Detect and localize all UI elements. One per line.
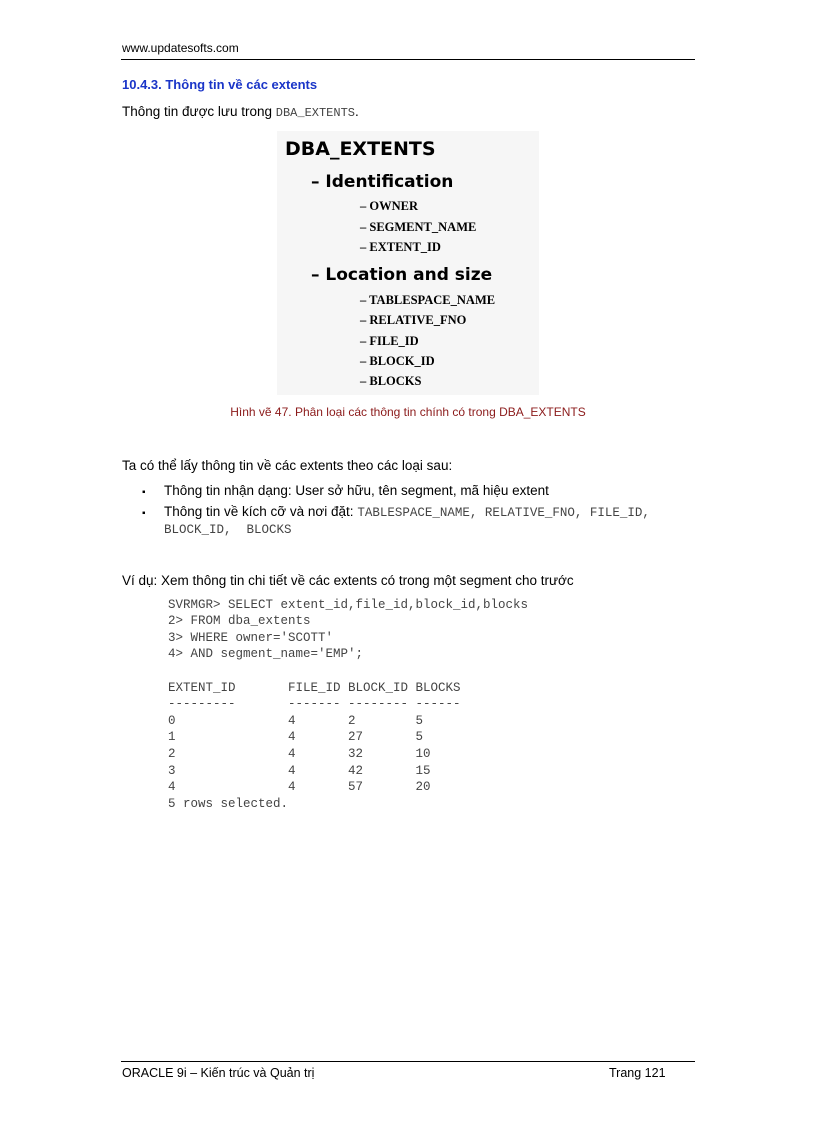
- result-row: 1 4 27 5: [168, 730, 424, 744]
- bullet-code: TABLESPACE_NAME, RELATIVE_FNO, FILE_ID,: [357, 506, 650, 520]
- result-footer: 5 rows selected.: [168, 797, 289, 811]
- figure-item: – TABLESPACE_NAME: [360, 293, 496, 307]
- figure-item: – OWNER: [360, 199, 418, 213]
- footer-book-title: ORACLE 9i – Kiến trúc và Quản trị: [122, 1066, 315, 1080]
- intro-text: Thông tin được lưu trong: [122, 104, 276, 119]
- intro-code: DBA_EXTENTS: [275, 106, 355, 120]
- footer-page-number: Trang 121: [609, 1066, 666, 1080]
- intro-line: [122, 104, 359, 120]
- figure-caption: Hình vẽ 47. Phân loại các thông tin chính có trong DBA_EXTENTS: [230, 405, 586, 419]
- figure-title: DBA_EXTENTS: [285, 138, 436, 160]
- result-row: 0 4 2 5: [168, 714, 424, 728]
- figure-item: – RELATIVE_FNO: [360, 313, 467, 327]
- bullet-item: [164, 504, 650, 520]
- section-title: 10.4.3. Thông tin về các extents: [122, 77, 318, 92]
- result-row: 3 4 42 15: [168, 764, 431, 778]
- figure-group-identification: – Identification: [311, 172, 454, 192]
- figure-group-location: – Location and size: [311, 265, 493, 285]
- bullet-marker: ▪: [142, 487, 146, 498]
- bullet-item: Thông tin nhận dạng: User sở hữu, tên segment, mã hiệu extent: [164, 483, 549, 498]
- example-label: Ví dụ: Xem thông tin chi tiết về các extents có trong một segment cho trước: [122, 573, 574, 588]
- intro-end: .: [354, 104, 359, 119]
- figure-item: – EXTENT_ID: [360, 240, 441, 254]
- dba-extents-figure: [277, 131, 539, 395]
- result-row: 2 4 32 10: [168, 747, 431, 761]
- figure-item: – BLOCKS: [360, 374, 422, 388]
- footer-rule: [121, 1061, 695, 1062]
- bullet-code-continuation: BLOCK_ID, BLOCKS: [164, 523, 292, 537]
- figure-item: – FILE_ID: [360, 334, 419, 348]
- result-divider: --------- ------- -------- ------: [168, 697, 461, 711]
- header-rule: [121, 59, 695, 60]
- lead-paragraph: Ta có thể lấy thông tin về các extents theo các loại sau:: [122, 458, 453, 473]
- sql-line: 4> AND segment_name='EMP';: [168, 647, 364, 661]
- figure-item: – SEGMENT_NAME: [360, 220, 477, 234]
- sql-line: SVRMGR> SELECT extent_id,file_id,block_id,blocks: [168, 598, 529, 612]
- header-url: www.updatesofts.com: [122, 41, 239, 55]
- sql-line: 2> FROM dba_extents: [168, 614, 311, 628]
- result-row: 4 4 57 20: [168, 780, 431, 794]
- sql-line: 3> WHERE owner='SCOTT': [168, 631, 334, 645]
- figure-item: – BLOCK_ID: [360, 354, 435, 368]
- bullet-text: Thông tin về kích cỡ và nơi đặt:: [164, 504, 358, 519]
- bullet-marker: ▪: [142, 508, 146, 519]
- result-header: EXTENT_ID FILE_ID BLOCK_ID BLOCKS: [168, 681, 461, 695]
